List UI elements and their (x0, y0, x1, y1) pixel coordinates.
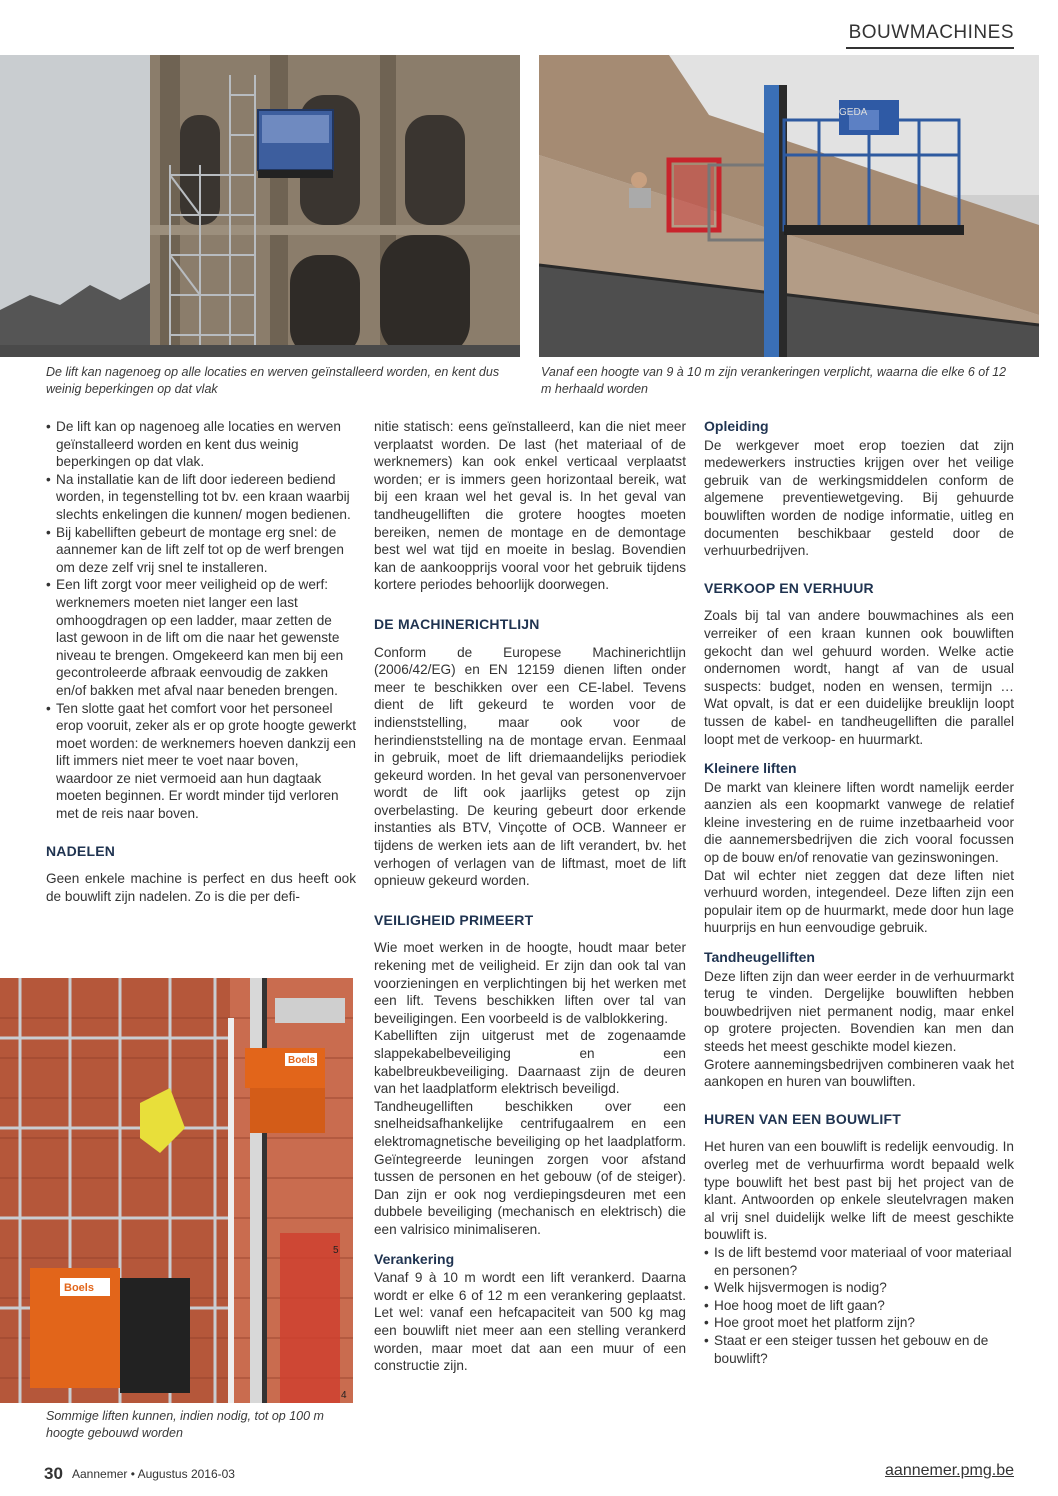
kleinere-liften-paragraph-2: Dat wil echter niet zeggen dat deze liften niet verhuurd worden, integendeel. Deze liften zijn een populair item op de huurmarkt, mede door hun lage huurprijs en hun eenvoudige gebruik. (704, 867, 1014, 936)
tandheugelliften-paragraph-2: Grotere aannemingsbedrijven combineren vaak het aankopen en huren van bouwliften. (704, 1056, 1014, 1090)
verkoop-text: Zoals bij tal van andere bouwmachines als een verreiker of een kraan kunnen ook bouwliften gekocht dan wel gehuurd worden. Welke actie ondernomen wordt, hangt af van de usual suspects: budget, noden en wensen, termijn … Wat opvalt, is dat er een duidelijke breuklijn loopt tussen de kabel- en tandheugelliften die parallel loopt met de verkoop- en huurmarkt. (704, 608, 1014, 747)
verankering-heading: Verankering (374, 1250, 455, 1267)
boels-brand-text: Boels (288, 1055, 316, 1066)
opleiding-heading: Opleiding (704, 418, 769, 434)
question-item: • Welk hijsvermogen is nodig? (704, 1279, 1014, 1297)
huren-heading: HUREN VAN EEN BOUWLIFT (704, 1110, 902, 1127)
advantage-item: • Bij kabelliften gebeurt de montage erg snel: de aannemer kan de lift zelf tot op de werf brengen om deze zelf vrij snel te installeren. (46, 524, 356, 577)
tandheugelliften-paragraph-1: Deze liften zijn dan weer eerder in de verhuurmarkt terug te vinden. Dergelijke bouwliften hebben bouwbedrijven niet permanent nodig, maar enkel op grotere projecten. Bovendien kan men dan steeds het meest geschikte model kiezen. (704, 968, 1014, 1054)
website-link[interactable]: aannemer.pmg.be (885, 1462, 1014, 1479)
caption-bottom-left: Sommige liften kunnen, indien nodig, tot op 100 m hoogte gebouwd worden (46, 1409, 324, 1440)
advantages-list (46, 418, 356, 823)
huren-text: Het huren van een bouwlift is redelijk eenvoudig. In overleg met de verhuurfirma wordt bepaald welk type bouwlift het best past bij het project van de klant. Antwoorden op enkele sleutelvragen maken al vrij snel duidelijk welke lift de meest geschikte bouwlift is. (704, 1139, 1014, 1243)
question-item: • Hoe groot moet het platform zijn? (704, 1314, 1014, 1332)
boels-brand-text-2: Boels (64, 1282, 94, 1294)
column-1 (46, 418, 356, 905)
photo-construction-site-lifts (0, 978, 353, 1403)
advantage-item: • Ten slotte gaat het comfort voor het personeel erop vooruit, zeker als er op grote hoogte gewerkt moet worden: de werknemers hoeven dankzij een lift immers niet meer te voet naar boven, waardoor ze niet vermoeid aan hun dagtaak moeten beginnen. Er wordt minder tijd verloren met de reis naar boven. (46, 700, 356, 823)
tandheugelliften-heading: Tandheugelliften (704, 949, 815, 966)
opleiding-text: De werkgever moet erop toezien dat zijn medewerkers instructies krijgen over het veilige gebruik van de werkingsmiddelen conform de algemene preventiewetgeving. Bij gehuurde bouwliften worden de nodige informatie, uitleg en documenten beschikbaar gesteld door de verhuurbedrijven. (704, 437, 1014, 559)
kleinere-liften-paragraph-1: De markt van kleinere liften wordt namelijk eerder aanzien als een koopmarkt vanwege de relatief kleine investering en de ruime inzetbaarheid voor die aannemersbedrijven die zich vooral focussen op de bouw en/of renovatie van gezinswoningen. (704, 779, 1014, 866)
verankering-text: Vanaf 9 à 10 m wordt een lift verankerd. Daarna wordt er elke 6 of 12 m een verankering geplaatst. Let wel: vanaf een hefcapaciteit van 500 kg mag een bouwlift niet meer aan een stelling verankerd worden, maar moet dat aan een muur of een constructie zijn. (374, 1270, 686, 1374)
photo-lift-on-wall (539, 55, 1039, 357)
floor-number-5: 5 (333, 1245, 339, 1256)
page-number: 30 (44, 1464, 63, 1483)
nadelen-continuation: nitie statisch: eens geïnstalleerd, kan die niet meer verplaatst worden. De last (het materiaal of de werknemers) kan ook enkel verticaal verplaatst worden; er is immers geen horizontaal bereik, wat bij een kraan wel het geval is. In het geval van tandheugelliften die grotere hoogtes moeten bereiken, nemen de montage en de demontage best wel wat tijd en moeite in beslag. Bovendien kan de aankoopprijs vooral voor het gebruik tijdens kortere periodes behoorlijk doorwegen. (374, 419, 686, 593)
advantage-item: • Na installatie kan de lift door iedereen bediend worden, in tegenstelling tot bv. een kraan waarbij slechts enkelingen die kunnen/ mogen bedienen. (46, 471, 356, 524)
advantage-item: • De lift kan op nagenoeg alle locaties en werven geïnstalleerd worden en kent dus weinig beperkingen op dat vlak. (46, 418, 356, 471)
machinerichtlijn-heading: DE MACHINERICHTLIJN (374, 615, 540, 632)
magazine-issue: Aannemer • Augustus 2016-03 (72, 1467, 235, 1481)
kleinere-liften-heading: Kleinere liften (704, 760, 797, 777)
veiligheid-paragraph-2: Kabelliften zijn uitgerust met de zogenaamde slappekabelbeveiliging en een kabelbreukbeveiliging. Daarnaast zijn de deuren van het laadplatform elektrisch beveiligd. (374, 1028, 686, 1097)
verkoop-heading: VERKOOP EN VERHUUR (704, 579, 874, 596)
geda-brand-text: GEDA (839, 107, 868, 118)
advantage-item: • Een lift zorgt voor meer veiligheid op de werf: werknemers moeten niet langer een last omhoogdragen op een ladder, maar zetten de last gewoon in de lift om die naar het gewenste niveau te brengen. Omgekeerd kan men bij een gecontroleerde afbraak eenvoudig de zakken en/of bakken met afval naar beneden brengen. (46, 576, 356, 699)
machinerichtlijn-text: Conform de Europese Machinerichtlijn (2006/42/EG) en EN 12159 dienen liften onder meer te beschikken over een CE-label. Tevens dient de lift gekeurd te worden voor de indienststelling, maar ook voor de herindienststelling na de montage ervan. Eenmaal in gebruik, moet de lift driemaandelijks periodiek gekeurd worden. In het geval van personenvervoer wordt de lift ook jaarlijks getest op zijn overbelasting. De keuring gebeurt door erkende instanties als BTV, Vinçotte of OCB. Wanneer er tijdens de werken iets aan de lift verandert, bv. het verhogen of verlagen van de liftmast, moet de lift opnieuw gekeurd worden. (374, 644, 686, 889)
nadelen-text: Geen enkele machine is perfect en dus heeft ook de bouwlift zijn nadelen. Zo is die per defi- (46, 871, 356, 904)
huren-questions-list (704, 1244, 1014, 1367)
column-3 (704, 418, 1014, 1367)
veiligheid-paragraph-3: Tandheugelliften beschikken over een snelheidsafhankelijke centrifugaalrem en een elektromagnetische beveiliging op het laadplatform. Geïntegreerde leuningen zorgen voor afstand tussen de personen en het gebouw (of de steiger). Dan zijn er ook nog verdiepingsdeuren met een dubbele beveiliging (mechanisch en elektrisch) die een valrisico minimaliseren. (374, 1098, 686, 1237)
column-2 (374, 418, 686, 1375)
question-item: • Staat er een steiger tussen het gebouw en de bouwlift? (704, 1332, 1014, 1367)
question-item: • Hoe hoog moet de lift gaan? (704, 1297, 1014, 1315)
caption-top-left: De lift kan nagenoeg op alle locaties en werven geïnstalleerd worden, en kent dus weinig beperkingen op dat vlak (46, 365, 500, 396)
floor-number-4: 4 (341, 1390, 347, 1401)
caption-top-right: Vanaf een hoogte van 9 à 10 m zijn verankeringen verplicht, waarna die elke 6 of 12 m herhaald worden (541, 365, 1007, 396)
section-rule (846, 47, 1014, 49)
nadelen-heading: NADELEN (46, 842, 116, 859)
photo-gothic-building-lift (0, 55, 520, 357)
veiligheid-heading: VEILIGHEID PRIMEERT (374, 911, 534, 928)
question-item: • Is de lift bestemd voor materiaal of voor materiaal en personen? (704, 1244, 1014, 1279)
veiligheid-paragraph-1: Wie moet werken in de hoogte, houdt maar beter rekening met de veiligheid. Er zijn dan ook tal van voorzieningen en verplichtingen bij het werken met een lift. Tevens beschikken liften over tal van beveiligingen. Een voorbeeld is de valblokkering. (374, 940, 686, 1026)
section-label: BOUWMACHINES (848, 22, 1014, 43)
